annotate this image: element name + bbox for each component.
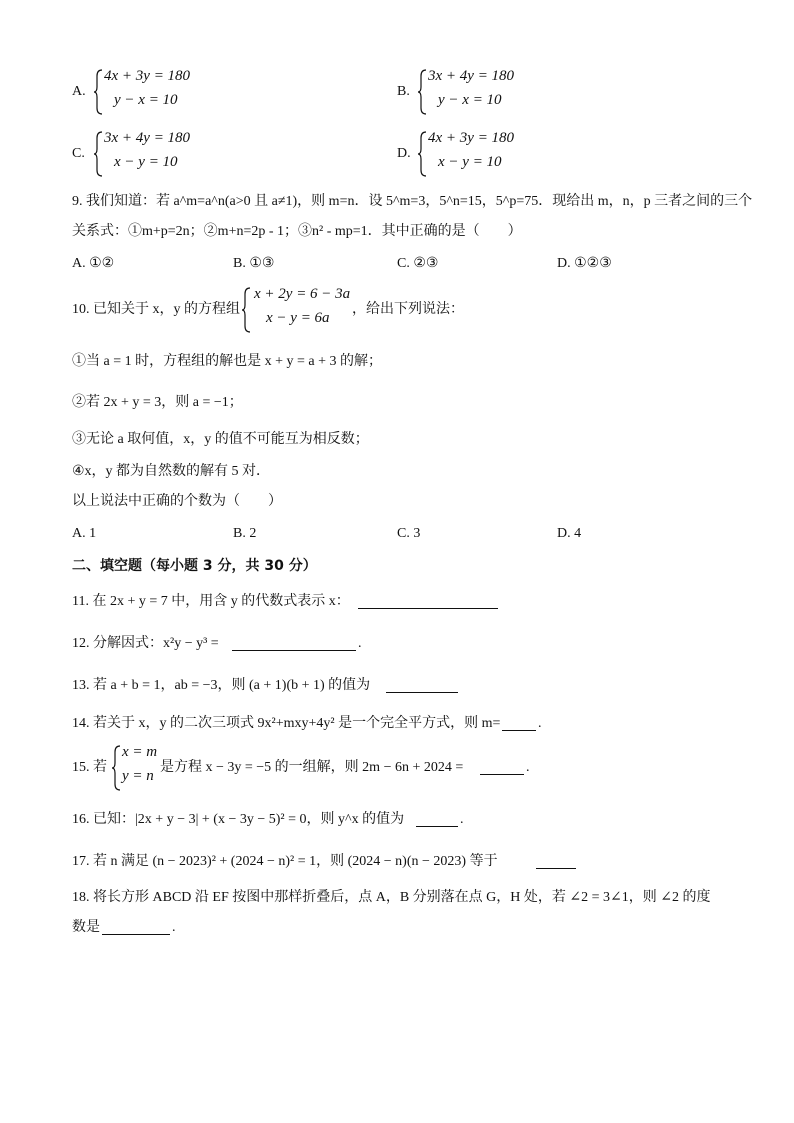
brace-icon	[94, 130, 104, 178]
brace-icon	[418, 130, 428, 178]
q15-eq2: y = n	[122, 768, 154, 784]
q8-option-a-label: A.	[72, 84, 86, 99]
q18-end: .	[172, 920, 176, 935]
q10-eq1: x + 2y = 6 − 3a	[254, 286, 351, 302]
q9-option-c: C. ②③	[397, 256, 439, 271]
q8-a-eq2: y − x = 10	[114, 92, 178, 108]
q9-line1: 9. 我们知道：若 a^m=a^n(a>0 且 a≠1)，则 m=n．设 5^m=3，5^n=15，5^p=75．现给出 m，n，p 三者之间的三个	[72, 194, 753, 209]
q8-option-c-system	[94, 130, 204, 178]
q8-d-eq2: x − y = 10	[438, 154, 502, 170]
q8-a-eq1: 4x + 3y = 180	[104, 68, 191, 84]
q16-end: .	[460, 812, 464, 827]
q9-line2: 关系式：①m+p=2n；②m+n=2p - 1；③n² - mp=1．其中正确的是（ ）	[72, 224, 522, 239]
q8-option-c-label: C.	[72, 146, 85, 161]
q18-line1: 18. 将长方形 ABCD 沿 EF 按图中那样折叠后，点 A，B 分别落在点 G，H 处，若 ∠2 = 3∠1，则 ∠2 的度	[72, 890, 711, 905]
q10-eq2: x − y = 6a	[266, 310, 330, 326]
q18-answer-blank[interactable]	[102, 918, 170, 938]
q10-question: 以上说法中正确的个数为（ ）	[72, 494, 282, 509]
q11-answer-blank[interactable]	[358, 592, 498, 612]
q10-prefix: 10. 已知关于 x，y 的方程组	[72, 302, 240, 317]
q12-answer-blank[interactable]	[232, 634, 356, 654]
q15-system	[112, 744, 162, 792]
q11-text: 11. 在 2x + y = 7 中，用含 y 的代数式表示 x：	[72, 594, 350, 609]
brace-icon	[418, 68, 428, 116]
q16-text: 16. 已知：|2x + y − 3| + (x − 3y − 5)² = 0，则 y^x 的值为	[72, 812, 405, 827]
q8-option-d-system	[418, 130, 528, 178]
q10-option-b: B. 2	[233, 526, 257, 541]
q9-option-d: D. ①②③	[557, 256, 612, 271]
q10-system	[242, 286, 352, 334]
q17-answer-blank[interactable]	[536, 852, 576, 872]
q15-eq1: x = m	[122, 744, 158, 760]
q8-option-b-system	[418, 68, 528, 116]
q10-statement-1: ①当 a = 1 时，方程组的解也是 x + y = a + 3 的解；	[72, 354, 383, 369]
q8-c-eq2: x − y = 10	[114, 154, 178, 170]
q15-suffix: 是方程 x − 3y = −5 的一组解，则 2m − 6n + 2024 =	[160, 760, 464, 775]
q8-c-eq1: 3x + 4y = 180	[104, 130, 191, 146]
q15-answer-blank[interactable]	[480, 758, 524, 778]
q13-text: 13. 若 a + b = 1，ab = −3，则 (a + 1)(b + 1) 的值为	[72, 678, 371, 693]
q12-text: 12. 分解因式：x²y − y³ =	[72, 636, 219, 651]
brace-icon	[94, 68, 104, 116]
q10-suffix: ，给出下列说法：	[352, 302, 464, 317]
q8-b-eq1: 3x + 4y = 180	[428, 68, 515, 84]
q17-text: 17. 若 n 满足 (n − 2023)² + (2024 − n)² = 1，则 (2024 − n)(n − 2023) 等于	[72, 854, 498, 869]
brace-icon	[242, 286, 252, 334]
q14-answer-blank[interactable]	[502, 714, 536, 734]
brace-icon	[112, 744, 122, 792]
q12-end: .	[358, 636, 362, 651]
q9-option-a: A. ①②	[72, 256, 115, 271]
q10-statement-3: ③无论 a 取何值，x，y 的值不可能互为相反数；	[72, 432, 369, 447]
q18-line2: 数是	[72, 920, 100, 935]
q14-end: .	[538, 716, 542, 731]
q8-b-eq2: y − x = 10	[438, 92, 502, 108]
q8-option-a-system	[94, 68, 204, 116]
q10-statement-4: ④x，y 都为自然数的解有 5 对．	[72, 464, 271, 479]
q8-option-d-label: D.	[397, 146, 411, 161]
section-heading: 二、填空题（每小题 3 分，共 30 分）	[72, 558, 317, 574]
q10-option-a: A. 1	[72, 526, 97, 541]
q15-prefix: 15. 若	[72, 760, 107, 775]
q13-answer-blank[interactable]	[386, 676, 458, 696]
q10-option-c: C. 3	[397, 526, 421, 541]
q16-answer-blank[interactable]	[416, 810, 458, 830]
q14-text: 14. 若关于 x，y 的二次三项式 9x²+mxy+4y² 是一个完全平方式，则 m=	[72, 716, 501, 731]
q15-end: .	[526, 760, 530, 775]
q8-option-b-label: B.	[397, 84, 410, 99]
q10-option-d: D. 4	[557, 526, 582, 541]
q9-option-b: B. ①③	[233, 256, 275, 271]
q10-statement-2: ②若 2x + y = 3，则 a = −1；	[72, 395, 243, 410]
q8-d-eq1: 4x + 3y = 180	[428, 130, 515, 146]
